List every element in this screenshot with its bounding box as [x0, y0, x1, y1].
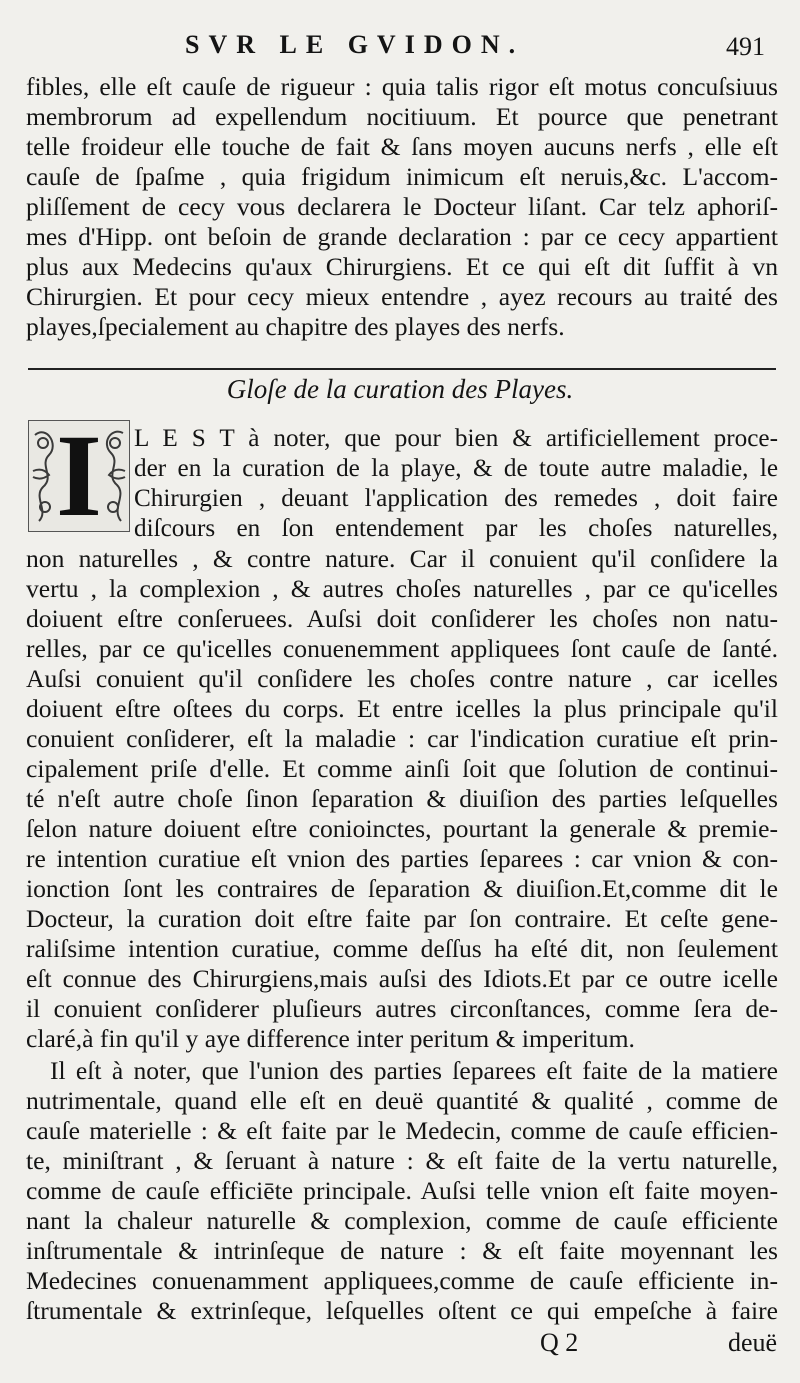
- text-line: doiuent eſtre conſeruees. Auſsi doit conſiderer les choſes non natu-: [26, 604, 778, 633]
- text-line: fibles, elle eſt cauſe de rigueur : quia talis rigor eſt motus concuſsiuus: [26, 72, 778, 101]
- text-line: pliſſement de cecy vous declarera le Docteur liſant. Car telz aphoriſ-: [26, 192, 778, 221]
- text-line: te, miniſtrant , & ſeruant à nature : & eſt faite de la vertu naturelle,: [26, 1146, 778, 1175]
- text-line: diſcours en ſon entendement par les choſes naturelles,: [134, 515, 778, 542]
- text-line: der en la curation de la playe, & de toute autre maladie, le: [134, 455, 778, 482]
- text-line: comme de cauſe efficiēte principale. Auſsi telle vnion eſt faite moyen-: [26, 1176, 778, 1205]
- text-line: eſt connue des Chirurgiens,mais auſsi des Idiots.Et par ce outre icelle: [26, 964, 778, 993]
- text-line: vertu , la complexion , & autres choſes naturelles , par ce qu'icelles: [26, 574, 778, 603]
- text-line: nutrimentale, quand elle eſt en deuë quantité & qualité , comme de: [26, 1086, 778, 1115]
- signature-mark: Q 2: [540, 1328, 579, 1357]
- text-line: Docteur, la curation doit eſtre faite par ſon contraire. Et ceſte gene-: [26, 904, 778, 933]
- text-line: mes d'Hipp. ont beſoin de grande declaration : par ce cecy appartient: [26, 222, 778, 251]
- text-line: Auſsi conuient qu'il conſidere les choſes contre nature , car icelles: [26, 664, 778, 693]
- text-line: inſtrumentale & intrinſeque de nature : & eſt faite moyennant les: [26, 1236, 778, 1265]
- text-line: playes,ſpecialement au chapitre des playes des nerfs.: [26, 312, 565, 341]
- text-line: re intention curatiue eſt vnion des parties ſeparees : car vnion & con-: [26, 844, 778, 873]
- top-paragraph: [26, 72, 778, 342]
- catchword: deuë: [728, 1328, 778, 1357]
- text-line: L E S T à noter, que pour bien & artificiellement proce-: [134, 425, 778, 452]
- text-line: Chirurgien , deuant l'application des remedes , doit faire: [134, 485, 778, 512]
- text-line: té n'eſt autre choſe ſinon ſeparation & diuiſion des parties leſquelles: [26, 784, 778, 813]
- decorated-initial: [28, 420, 130, 532]
- section-divider: [28, 368, 776, 370]
- text-line: Medecines conuenamment appliquees,comme de cauſe efficiente in-: [26, 1266, 778, 1295]
- text-line: conuient conſiderer, eſt la maladie : car l'indication curatiue eſt prin-: [26, 724, 778, 753]
- page-footer: [0, 1328, 800, 1368]
- text-line: nant la chaleur naturelle & complexion, comme de cauſe efficiente: [26, 1206, 778, 1235]
- section-title: Gloſe de la curation des Playes.: [226, 374, 574, 404]
- text-line: cauſe de ſpaſme , quia frigidum inimicum eſt neruis,&c. L'accom-: [26, 162, 778, 191]
- gloss-opening-lines: [134, 424, 778, 544]
- gloss-paragraph: [26, 544, 778, 1054]
- text-line: doiuent eſtre oſtees du corps. Et entre icelles la plus principale qu'il: [26, 694, 778, 723]
- text-line: raliſsime intention curatiue, comme deſſus ha eſté dit, non ſeulement: [26, 934, 778, 963]
- page-number: 491: [726, 32, 765, 61]
- text-line: cauſe materielle : & eſt faite par le Medecin, comme de cauſe efficien-: [26, 1116, 778, 1145]
- text-line: ſelon nature doiuent eſtre conioinctes, pourtant la generale & premie-: [26, 814, 778, 843]
- second-paragraph: [26, 1056, 778, 1326]
- text-line: membrorum ad expellendum nocitiuum. Et pource que penetrant: [26, 102, 778, 131]
- text-line: Chirurgien. Et pour cecy mieux entendre , ayez recours au traité des: [26, 282, 778, 311]
- text-line: claré,à fin qu'il y aye difference inter peritum & imperitum.: [26, 1024, 635, 1053]
- text-line: ſtrumentale & extrinſeque, leſquelles oſtent ce qui empeſche à faire: [26, 1296, 778, 1325]
- text-line: il conuient conſiderer pluſieurs autres circonſtances, comme ſera de-: [26, 994, 778, 1023]
- running-head: SVR LE GVIDON.: [185, 30, 525, 59]
- text-line: ionction ſont les contraires de ſeparation & diuiſion.Et,comme dit le: [26, 874, 778, 903]
- text-line: plus aux Medecins qu'aux Chirurgiens. Et ce qui eſt dit ſuffit à vn: [26, 252, 778, 281]
- text-line: cipalement priſe d'elle. Et comme ainſi ſoit que ſolution de continui-: [26, 754, 778, 783]
- page-header: [0, 28, 800, 68]
- text-line: relles, par ce qu'icelles conuenemment appliquees ſont cauſe de ſanté.: [26, 634, 778, 663]
- initial-letter: I: [56, 420, 102, 532]
- text-line: telle froideur elle touche de fait & ſans moyen aucuns nerfs , elle eſt: [26, 132, 778, 161]
- text-line: Il eſt à noter, que l'union des parties ſeparees eſt faite de la matiere: [50, 1056, 778, 1085]
- text-line: non naturelles , & contre nature. Car il conuient qu'il conſidere la: [26, 544, 778, 573]
